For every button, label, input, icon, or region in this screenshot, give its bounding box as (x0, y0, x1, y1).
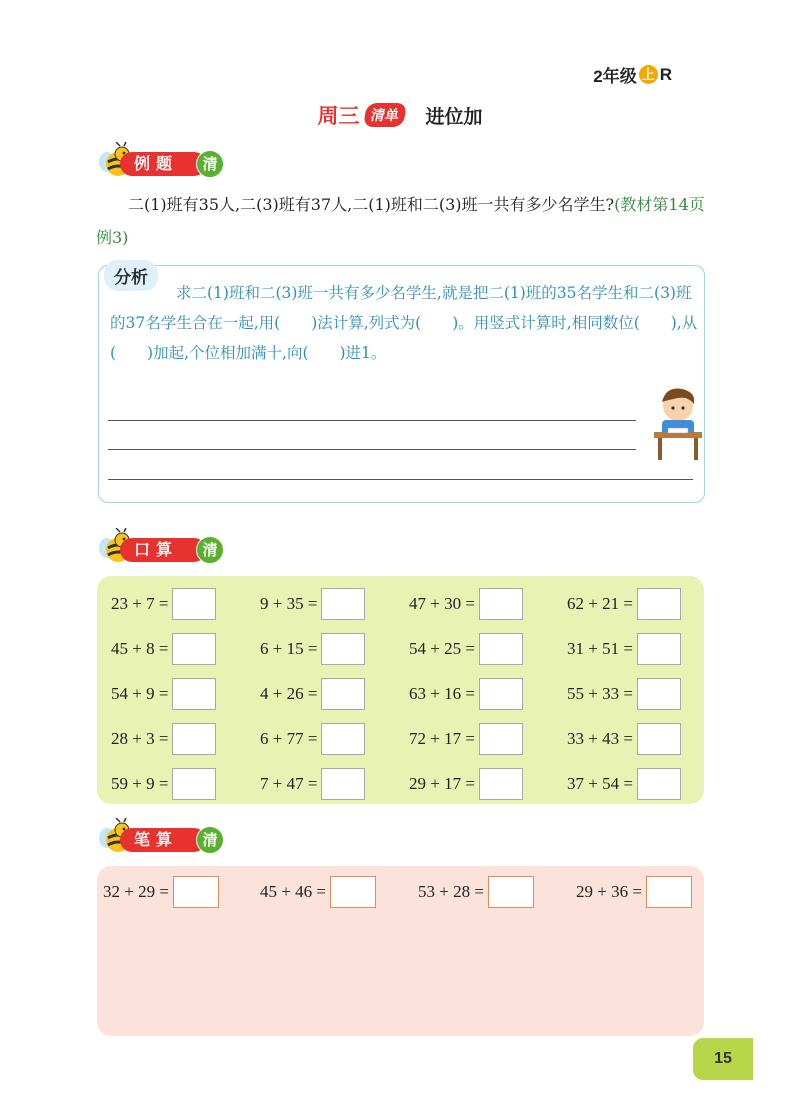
answer-box[interactable] (321, 768, 365, 800)
answer-box[interactable] (321, 633, 365, 665)
answer-box[interactable] (172, 588, 216, 620)
page-title (0, 100, 800, 130)
section-header-written-math (96, 818, 236, 854)
answer-box[interactable] (172, 768, 216, 800)
written-math-panel[interactable] (97, 866, 704, 1036)
mental-item: 28 + 3 = (111, 723, 216, 755)
answer-box[interactable] (637, 633, 681, 665)
answer-box[interactable] (172, 723, 216, 755)
mental-item: 63 + 16 = (409, 678, 523, 710)
qing-icon: 清 (196, 536, 224, 564)
mental-item: 31 + 51 = (567, 633, 681, 665)
section-label: 例题 (120, 152, 206, 176)
mental-item: 4 + 26 = (260, 678, 365, 710)
mental-item: 6 + 15 = (260, 633, 365, 665)
answer-box[interactable] (173, 876, 219, 908)
answer-box[interactable] (479, 768, 523, 800)
problem-text: 二(1)班有35人,二(3)班有37人,二(1)班和二(3)班一共有多少名学生? (128, 195, 615, 214)
answer-box[interactable] (646, 876, 692, 908)
title-sub: 进位加 (425, 105, 483, 128)
answer-box[interactable] (488, 876, 534, 908)
mental-item: 9 + 35 = (260, 588, 365, 620)
mental-math-panel (97, 576, 704, 804)
answer-box[interactable] (321, 723, 365, 755)
answer-box[interactable] (330, 876, 376, 908)
textbook-reference: (教材第14页例3) (96, 195, 705, 247)
mental-item: 45 + 8 = (111, 633, 216, 665)
page-number: 15 (693, 1038, 753, 1080)
mental-item: 37 + 54 = (567, 768, 681, 800)
mental-item: 47 + 30 = (409, 588, 523, 620)
written-item: 53 + 28 = (418, 876, 534, 908)
answer-box[interactable] (479, 588, 523, 620)
qing-icon: 清 (196, 826, 224, 854)
analysis-text: 求二(1)班和二(3)班一共有多少名学生,就是把二(1)班的35名学生和二(3)班的37名学生合在一起,用( )法计算,列式为( )。用竖式计算时,相同数位( ),从( )加起,个位相加满十,向( )进1。 (110, 284, 698, 362)
written-item: 32 + 29 = (103, 876, 219, 908)
answer-box[interactable] (479, 678, 523, 710)
mental-item: 59 + 9 = (111, 768, 216, 800)
boy-studying-icon (648, 384, 708, 464)
answer-box[interactable] (321, 588, 365, 620)
answer-box[interactable] (479, 633, 523, 665)
mental-item: 72 + 17 = (409, 723, 523, 755)
section-label: 口算 (120, 538, 206, 562)
grade-suffix: R (659, 64, 672, 84)
example-problem (96, 188, 710, 254)
written-item: 45 + 46 = (260, 876, 376, 908)
grade-badge: 上 (639, 65, 658, 84)
mental-item: 6 + 77 = (260, 723, 365, 755)
qing-icon: 清 (196, 150, 224, 178)
answer-line-2[interactable] (108, 449, 636, 450)
answer-line-3[interactable] (108, 479, 693, 480)
answer-box[interactable] (637, 678, 681, 710)
section-header-example (96, 142, 236, 178)
mental-item: 29 + 17 = (409, 768, 523, 800)
written-item: 29 + 36 = (576, 876, 692, 908)
mental-item: 23 + 7 = (111, 588, 216, 620)
mental-item: 7 + 47 = (260, 768, 365, 800)
answer-box[interactable] (172, 678, 216, 710)
section-label: 笔算 (120, 828, 206, 852)
mental-item: 55 + 33 = (567, 678, 681, 710)
answer-box[interactable] (637, 768, 681, 800)
grade-prefix: 2年级 (593, 67, 637, 86)
mental-item: 33 + 43 = (567, 723, 681, 755)
answer-box[interactable] (172, 633, 216, 665)
answer-box[interactable] (479, 723, 523, 755)
answer-line-1[interactable] (108, 420, 636, 421)
title-badge: 清单 (363, 103, 407, 127)
title-main: 周三 (317, 104, 360, 128)
answer-box[interactable] (637, 723, 681, 755)
answer-box[interactable] (321, 678, 365, 710)
mental-item: 62 + 21 = (567, 588, 681, 620)
mental-item: 54 + 9 = (111, 678, 216, 710)
analysis-tag: 分析 (104, 260, 158, 291)
section-header-mental-math (96, 528, 236, 564)
mental-item: 54 + 25 = (409, 633, 523, 665)
answer-box[interactable] (637, 588, 681, 620)
grade-label (593, 62, 672, 87)
